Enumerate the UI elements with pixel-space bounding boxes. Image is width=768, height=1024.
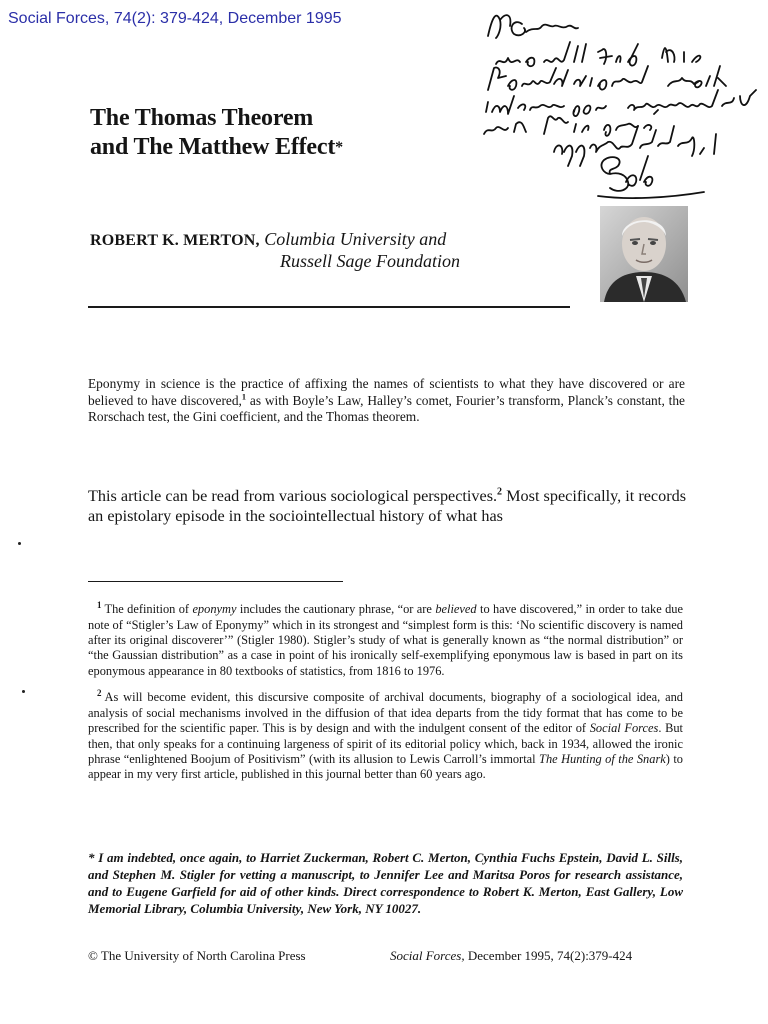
intro-footnote-ref[interactable]: 2 xyxy=(497,486,503,498)
footnote-1-text: The definition of xyxy=(104,602,193,617)
footnote-2-journal: Social Forces xyxy=(589,721,659,736)
intro-text-a: This article can be read from various sociological perspectives. xyxy=(88,487,498,505)
affiliation-line-1: Columbia University and xyxy=(264,229,447,249)
margin-mark xyxy=(22,690,25,693)
footnote-1-number: 1 xyxy=(97,600,102,610)
abstract-footnote-ref[interactable]: 1 xyxy=(241,392,247,402)
title-rule xyxy=(88,306,570,308)
citation-header: Social Forces, 74(2): 379-424, December 1995 xyxy=(8,10,342,27)
footnote-2-text: . But then, that only speaks for a continuing largeness of spirit of its editorial policy which, back in 1934, allowed the ironic phrase “enlightened Boojum of Positivism” (with its allusion to Lewis Carroll’s immortal xyxy=(88,721,683,766)
intro-paragraph xyxy=(88,486,686,526)
footnote-2 xyxy=(88,686,683,783)
title-line-1: The Thomas Theorem xyxy=(90,105,314,131)
affiliation-line-2: Russell Sage Foundation xyxy=(280,251,460,271)
author-block xyxy=(90,227,446,253)
footnotes xyxy=(88,598,683,790)
footer-journal xyxy=(390,948,632,964)
abstract-paragraph xyxy=(88,376,685,426)
footer-journal-name: Social Forces, xyxy=(390,948,465,963)
acknowledgment-note: * I am indebted, once again, to Harriet Zuckerman, Robert C. Merton, Cynthia Fuchs Epstein, David L. Sills, and Stephen M. Stigler for vetting a manuscript, to Jennifer Lee and Maritsa Poros for research assistance, and to Eugene Garfield for aid of other kinds. Direct correspondence to Robert K. Merton, East Gallery, Low Memorial Library, Columbia University, New York, NY 10027. xyxy=(88,850,683,916)
margin-mark xyxy=(18,542,21,545)
title-line-2-text: and The Matthew Effect xyxy=(90,134,336,160)
intro-text-b: Most specifically, it records an epistolary episode in the sociointellectual history of what has xyxy=(88,487,686,525)
title-footnote-marker: * xyxy=(335,139,343,156)
footnote-rule xyxy=(88,581,343,582)
footnote-1 xyxy=(88,598,683,679)
title-line-2 xyxy=(90,133,343,162)
footnote-2-book: The Hunting of the Snark xyxy=(539,751,666,766)
footer-publisher: © The University of North Carolina Press xyxy=(88,948,306,963)
footnote-1-text: to have discovered,” in order to take due note of “Stigler’s Law of Eponymy” which in its strongest and “simplest form is this: ‘No scientific discovery is named after its original discoverer’” (Stigler 1980). Stigler’s study of what is generally known as “the normal distribution” or “the Gaussian distribution” as a case in point of his ironically self-exemplifying eponymous law is based in part on its eponymous appearance in 80 textbooks of statistics, from 1816 to 1976. xyxy=(88,602,683,678)
footnote-2-number: 2 xyxy=(97,688,102,699)
handwritten-inscription xyxy=(478,6,764,202)
footnote-2-text: ) to appear in my very first article, published in this journal better than 60 years ago. xyxy=(88,751,683,782)
author-name: ROBERT K. MERTON, xyxy=(90,232,260,249)
abstract-text-a: Eponymy in science is the practice of affixing the names of scientists to what they have discovered or are believed to have discovered, xyxy=(88,376,685,408)
footnote-1-term: eponymy xyxy=(192,602,237,617)
footer-issue: December 1995, 74(2):379-424 xyxy=(464,948,633,963)
footnote-1-term: believed xyxy=(435,602,477,617)
abstract-text-b: as with Boyle’s Law, Halley’s comet, Fourier’s transform, Planck’s constant, the Rorschach test, the Gini coefficient, and the Thomas theorem. xyxy=(88,392,686,424)
author-portrait xyxy=(600,206,688,302)
article-title xyxy=(90,104,343,162)
footnote-1-text: includes the cautionary phrase, “or are xyxy=(236,602,436,617)
footnote-2-text: As will become evident, this discursive composite of archival documents, biography of a sociological idea, and analysis of social mechanisms involved in the diffusion of that idea departs from the tidy format that has come to be prescribed for the scientific paper. This is by design and with the indulgent consent of the editor of xyxy=(88,690,683,736)
